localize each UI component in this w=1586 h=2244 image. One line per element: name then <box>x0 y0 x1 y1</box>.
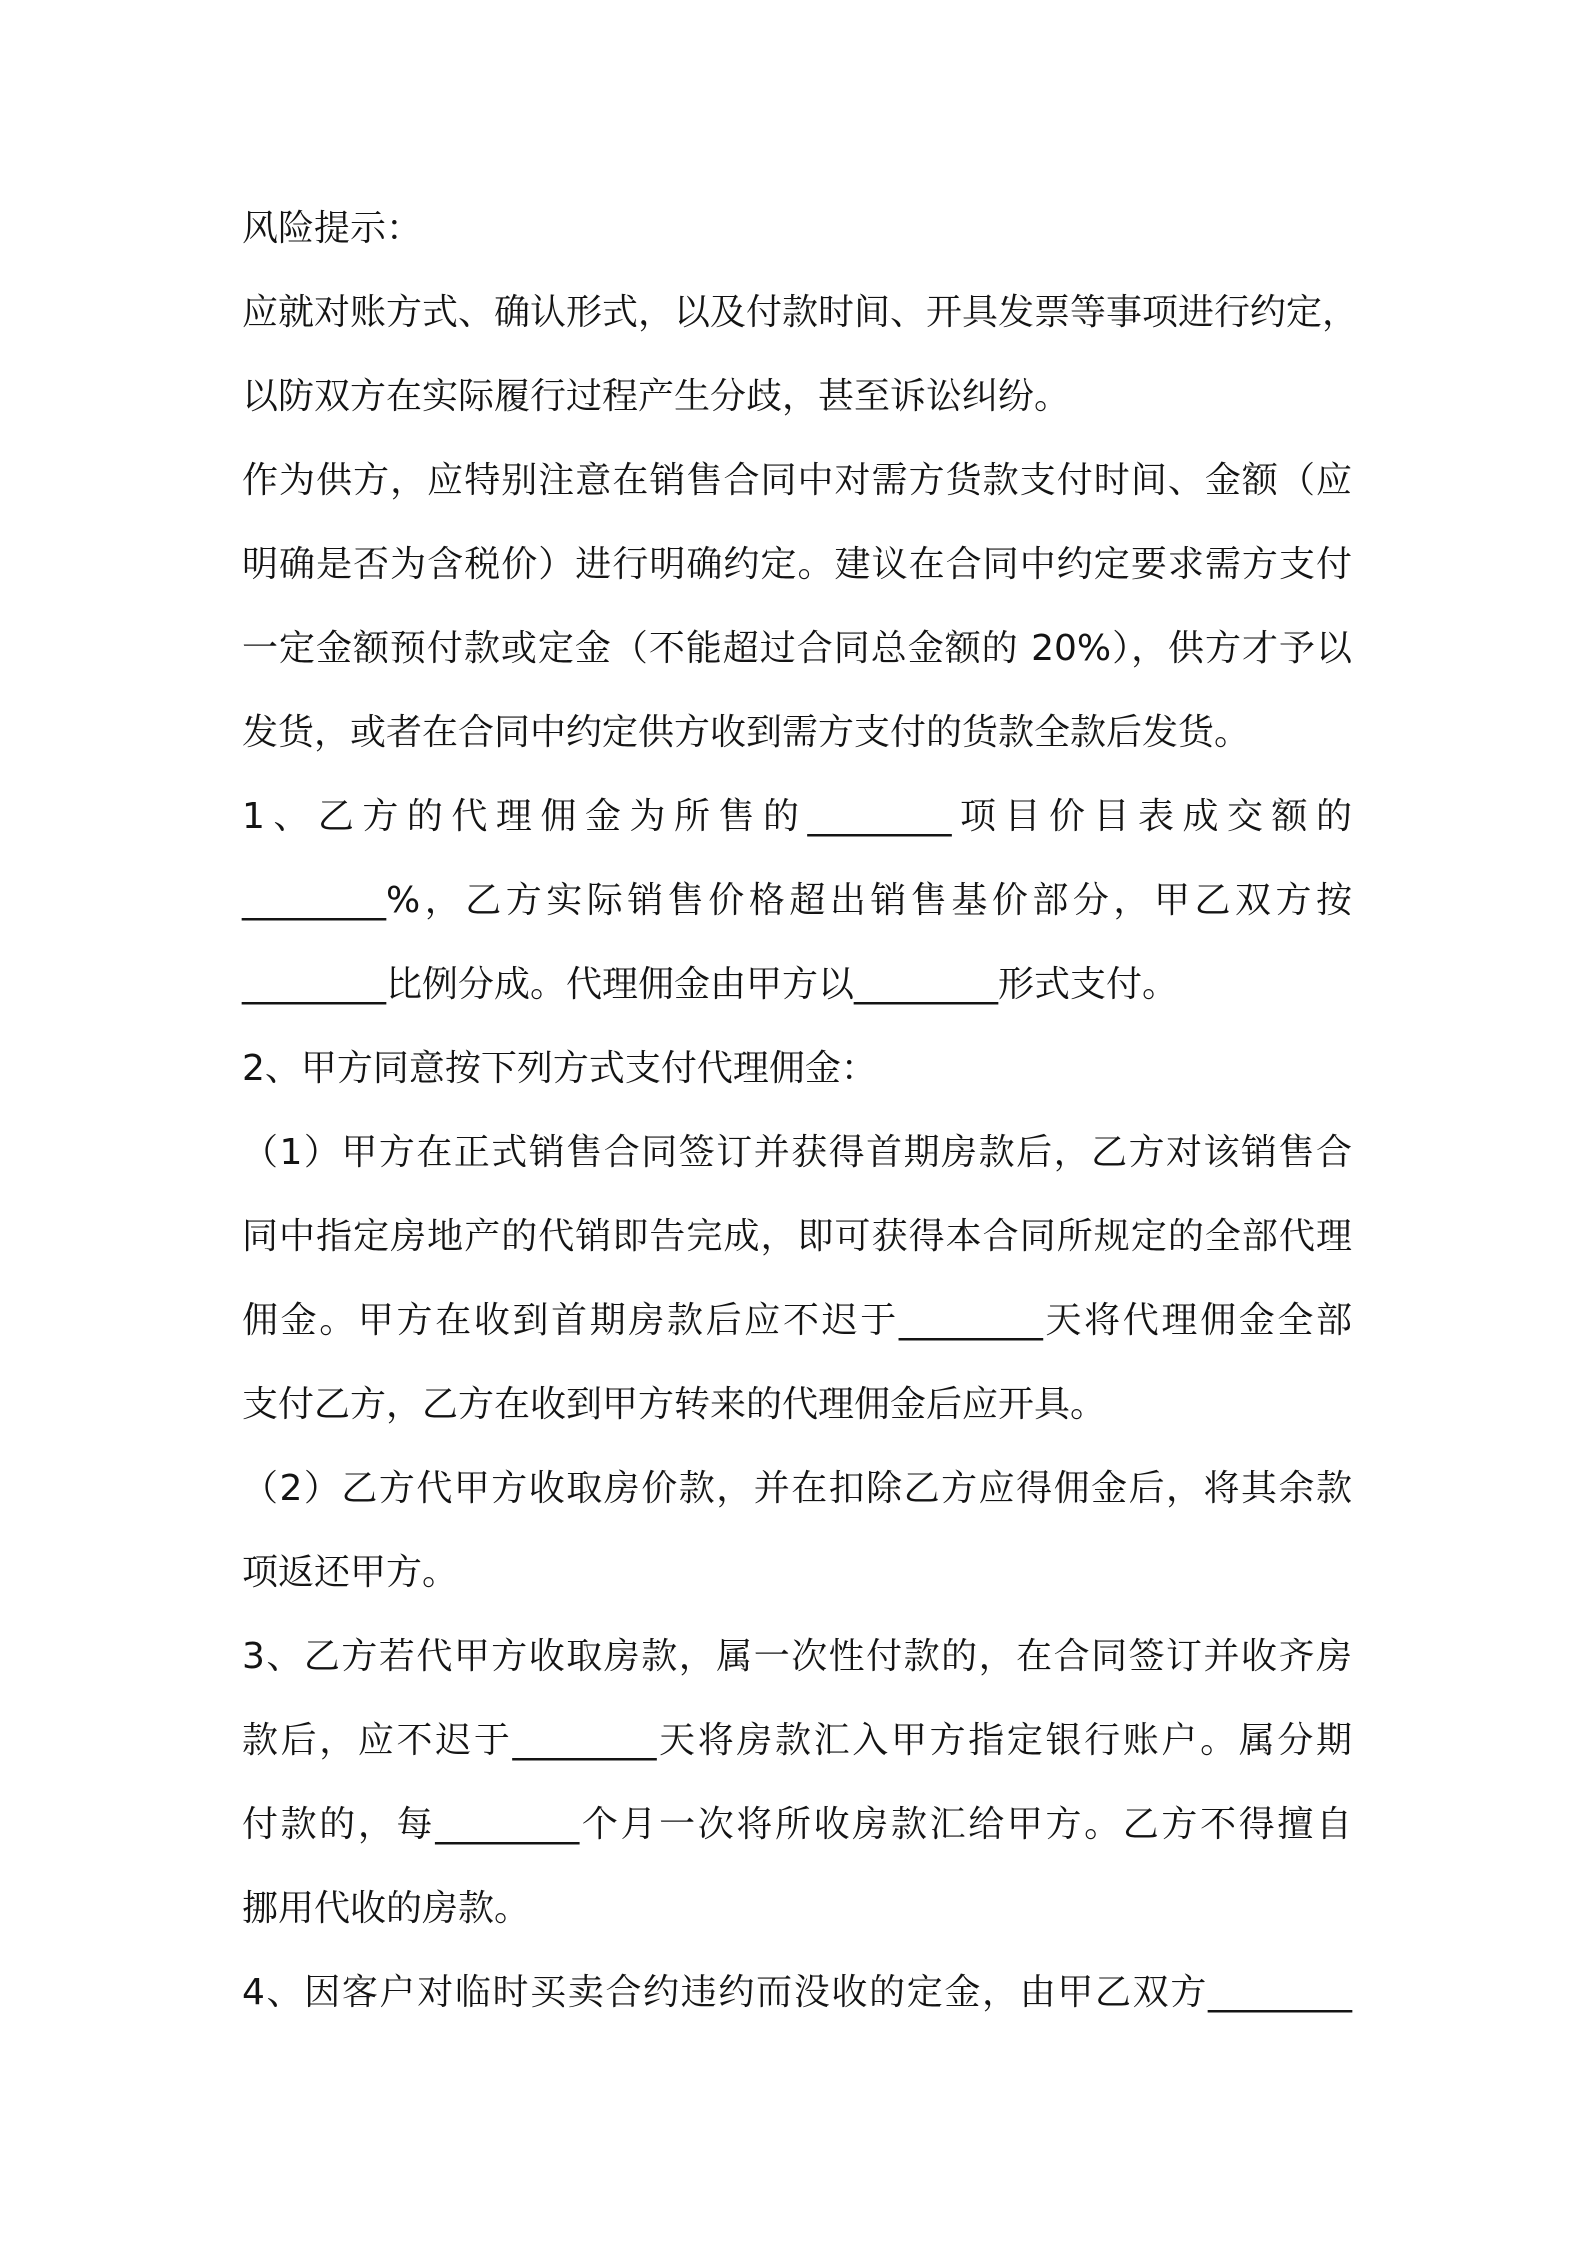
supplier-note-line: 发货，或者在合同中约定供方收到需方支付的货款全款后发货。 <box>242 712 1251 753</box>
clause-3-line: 3、乙方若代甲方收取房款，属一次性付款的，在合同签订并收齐房 <box>242 1636 1352 1677</box>
clause-2-item-2-line: 项返还甲方。 <box>242 1552 459 1593</box>
clause-3-line: 挪用代收的房款。 <box>242 1888 531 1929</box>
clause-1-line: ________比例分成。代理佣金由甲方以________形式支付。 <box>242 964 1179 1005</box>
clause-1-line: 1、乙方的代理佣金为所售的________项目价目表成交额的 <box>242 796 1352 837</box>
clause-3-line: 款后，应不迟于________天将房款汇入甲方指定银行账户。属分期 <box>242 1720 1352 1761</box>
supplier-note-line: 明确是否为含税价）进行明确约定。建议在合同中约定要求需方支付 <box>242 544 1352 585</box>
clause-3-line: 付款的，每________个月一次将所收房款汇给甲方。乙方不得擅自 <box>242 1804 1352 1845</box>
clause-1-line: ________%，乙方实际销售价格超出销售基价部分，甲乙双方按 <box>242 880 1352 921</box>
risk-text-line: 应就对账方式、确认形式，以及付款时间、开具发票等事项进行约定， <box>242 292 1359 333</box>
risk-text-line: 以防双方在实际履行过程产生分歧，甚至诉讼纠纷。 <box>242 376 1071 417</box>
risk-heading: 风险提示： <box>242 208 423 249</box>
clause-2-item-2-line: （2）乙方代甲方收取房价款，并在扣除乙方应得佣金后，将其余款 <box>242 1468 1352 1509</box>
clause-2-heading: 2、甲方同意按下列方式支付代理佣金： <box>242 1048 877 1089</box>
clause-2-item-1-line: （1）甲方在正式销售合同签订并获得首期房款后，乙方对该销售合 <box>242 1132 1352 1173</box>
clause-2-item-1-line: 同中指定房地产的代销即告完成，即可获得本合同所规定的全部代理 <box>242 1216 1352 1257</box>
supplier-note-line: 一定金额预付款或定金（不能超过合同总金额的 20%），供方才予以 <box>242 628 1352 669</box>
clause-2-item-1-line: 支付乙方，乙方在收到甲方转来的代理佣金后应开具。 <box>242 1384 1107 1425</box>
clause-4-line: 4、因客户对临时买卖合约违约而没收的定金，由甲乙双方________ <box>242 1972 1352 2013</box>
supplier-note-line: 作为供方，应特别注意在销售合同中对需方货款支付时间、金额（应 <box>242 460 1352 501</box>
clause-2-item-1-line: 佣金。甲方在收到首期房款后应不迟于________天将代理佣金全部 <box>242 1300 1352 1341</box>
